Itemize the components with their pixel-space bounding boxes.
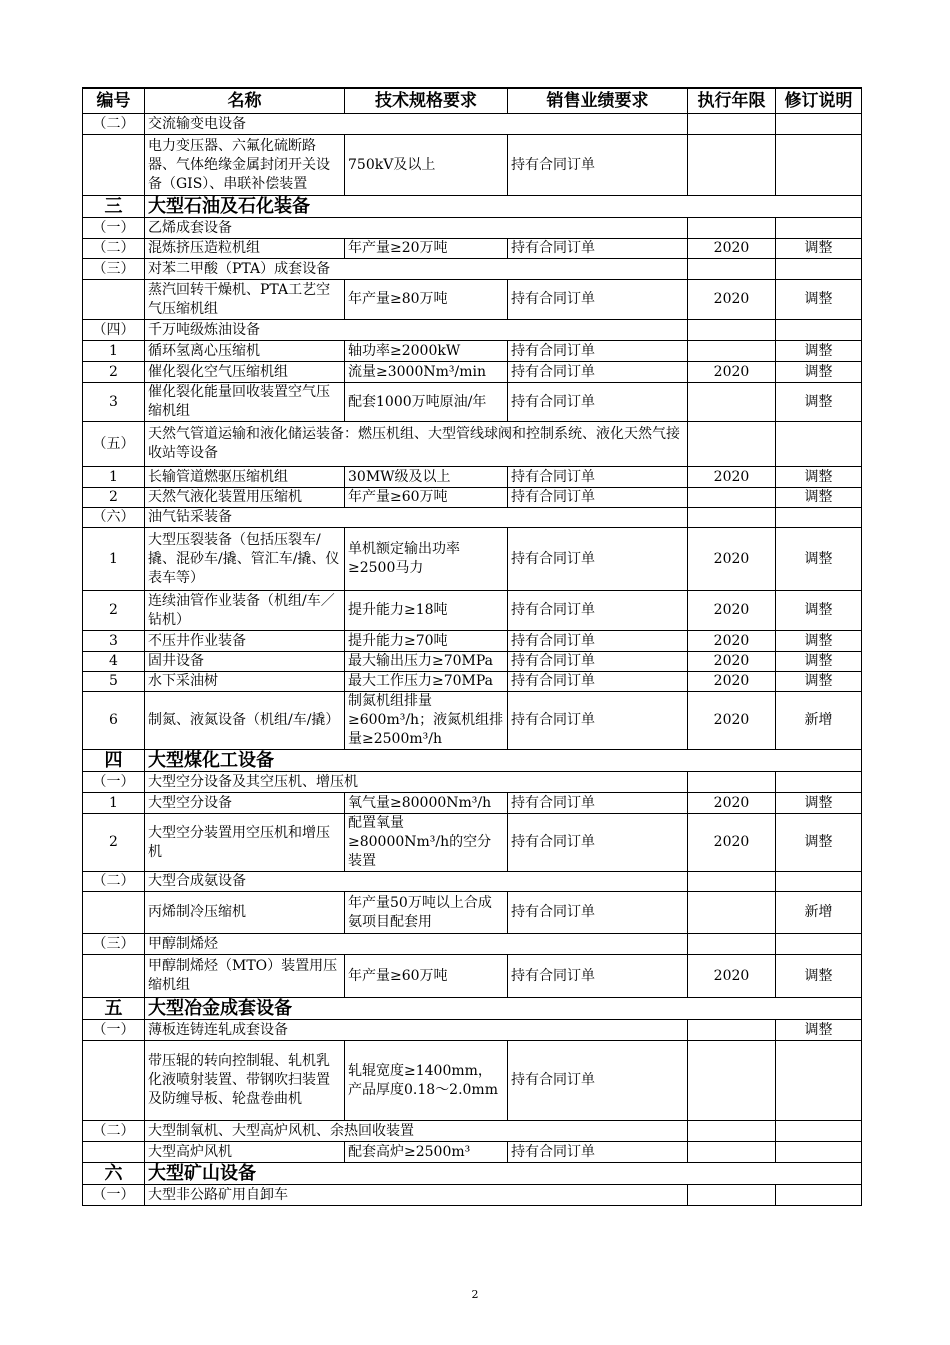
cell-sales: 持有合同订单	[508, 467, 688, 488]
cell-name: 大型非公路矿用自卸车	[145, 1185, 688, 1206]
cell-year	[688, 383, 776, 422]
cell-year: 2020	[688, 814, 776, 872]
cell-note: 调整	[776, 239, 862, 259]
cell-note: 新增	[776, 692, 862, 750]
cell-note: 调整	[776, 362, 862, 383]
cell-note: 调整	[776, 280, 862, 320]
cell-note	[776, 1185, 862, 1206]
cell-sales: 持有合同订单	[508, 793, 688, 814]
cell-spec: 提升能力≥18吨	[345, 591, 508, 631]
cell-spec: 年产量50万吨以上合成氨项目配套用	[345, 892, 508, 934]
subsection-row	[83, 1020, 862, 1041]
cell-sales: 持有合同订单	[508, 239, 688, 259]
cell-note: 调整	[776, 793, 862, 814]
cell-no	[83, 1142, 145, 1163]
cell-no: （一）	[83, 772, 145, 793]
cell-no	[83, 892, 145, 934]
cell-no: 2	[83, 362, 145, 383]
cell-sales: 持有合同订单	[508, 135, 688, 196]
cell-sales: 持有合同订单	[508, 652, 688, 672]
cell-spec: 配套1000万吨原油/年	[345, 383, 508, 422]
cell-year	[688, 872, 776, 892]
cell-spec: 配套高炉≥2500m³	[345, 1142, 508, 1163]
cell-year	[688, 1041, 776, 1121]
header-year: 执行年限	[688, 88, 776, 114]
cell-no: 1	[83, 528, 145, 591]
cell-name: 油气钻采装备	[145, 508, 688, 528]
cell-spec: 单机额定输出功率≥2500马力	[345, 528, 508, 591]
cell-note: 调整	[776, 467, 862, 488]
cell-year	[688, 218, 776, 239]
section-title: 大型煤化工设备	[145, 750, 862, 772]
cell-spec: 30MW级及以上	[345, 467, 508, 488]
cell-note	[776, 422, 862, 467]
subsection-row	[83, 320, 862, 341]
cell-name: 催化裂化空气压缩机组	[145, 362, 345, 383]
cell-name: 连续油管作业装备（机组/车／钻机）	[145, 591, 345, 631]
cell-note: 新增	[776, 892, 862, 934]
cell-year	[688, 320, 776, 341]
cell-no: 5	[83, 672, 145, 692]
cell-note: 调整	[776, 814, 862, 872]
cell-note	[776, 772, 862, 793]
table-row	[83, 672, 862, 692]
table-row	[83, 362, 862, 383]
table-row	[83, 1041, 862, 1121]
cell-note: 调整	[776, 652, 862, 672]
cell-spec: 氧气量≥80000Nm³/h	[345, 793, 508, 814]
subsection-row	[83, 259, 862, 280]
cell-name: 制氮、液氮设备（机组/车/撬）	[145, 692, 345, 750]
cell-year: 2020	[688, 672, 776, 692]
table-row	[83, 591, 862, 631]
cell-no: （三）	[83, 934, 145, 955]
cell-name: 不压井作业装备	[145, 631, 345, 652]
section-row	[83, 1163, 862, 1185]
cell-no: （三）	[83, 259, 145, 280]
page-number: 2	[471, 1288, 479, 1301]
cell-note	[776, 508, 862, 528]
cell-note: 调整	[776, 672, 862, 692]
cell-sales: 持有合同订单	[508, 1142, 688, 1163]
cell-year	[688, 1121, 776, 1142]
cell-name: 水下采油树	[145, 672, 345, 692]
subsection-row	[83, 934, 862, 955]
section-number: 四	[83, 750, 145, 772]
cell-spec: 最大工作压力≥70MPa	[345, 672, 508, 692]
cell-no: （一）	[83, 1020, 145, 1041]
cell-year	[688, 135, 776, 196]
section-title: 大型冶金成套设备	[145, 998, 862, 1020]
cell-sales: 持有合同订单	[508, 672, 688, 692]
cell-year: 2020	[688, 591, 776, 631]
cell-spec: 轧辊宽度≥1400mm，产品厚度0.18～2.0mm	[345, 1041, 508, 1121]
cell-note	[776, 135, 862, 196]
cell-year	[688, 259, 776, 280]
cell-name: 乙烯成套设备	[145, 218, 688, 239]
header-sales: 销售业绩要求	[508, 88, 688, 114]
cell-no: （二）	[83, 872, 145, 892]
cell-note: 调整	[776, 341, 862, 362]
cell-spec: 750kV及以上	[345, 135, 508, 196]
cell-name: 催化裂化能量回收装置空气压缩机组	[145, 383, 345, 422]
subsection-row	[83, 508, 862, 528]
cell-spec: 配置氧量≥80000Nm³/h的空分装置	[345, 814, 508, 872]
cell-name: 天然气液化装置用压缩机	[145, 488, 345, 508]
subsection-row	[83, 772, 862, 793]
cell-name: 蒸汽回转干燥机、PTA工艺空气压缩机组	[145, 280, 345, 320]
cell-name: 大型高炉风机	[145, 1142, 345, 1163]
cell-no: （二）	[83, 239, 145, 259]
cell-sales: 持有合同订单	[508, 631, 688, 652]
header-spec: 技术规格要求	[345, 88, 508, 114]
cell-no: 1	[83, 793, 145, 814]
table-row	[83, 692, 862, 750]
cell-note	[776, 218, 862, 239]
section-number: 三	[83, 196, 145, 218]
cell-year: 2020	[688, 793, 776, 814]
cell-note: 调整	[776, 383, 862, 422]
cell-name: 带压辊的转向控制辊、轧机乳化液喷射装置、带钢吹扫装置及防缠导板、轮盘卷曲机	[145, 1041, 345, 1121]
cell-spec: 年产量≥80万吨	[345, 280, 508, 320]
table-row	[83, 135, 862, 196]
cell-year	[688, 114, 776, 135]
cell-note: 调整	[776, 591, 862, 631]
cell-year	[688, 422, 776, 467]
cell-spec: 制氮机组排量≥600m³/h；液氮机组排量≥2500m³/h	[345, 692, 508, 750]
cell-no	[83, 955, 145, 998]
table-row	[83, 341, 862, 362]
cell-no: （五）	[83, 422, 145, 467]
table-row	[83, 280, 862, 320]
cell-year	[688, 488, 776, 508]
cell-name: 循环氢离心压缩机	[145, 341, 345, 362]
cell-name: 大型空分设备及其空压机、增压机	[145, 772, 688, 793]
cell-sales: 持有合同订单	[508, 1041, 688, 1121]
cell-sales: 持有合同订单	[508, 280, 688, 320]
cell-sales: 持有合同订单	[508, 383, 688, 422]
cell-name: 大型合成氨设备	[145, 872, 688, 892]
cell-name: 天然气管道运输和液化储运装备：燃压机组、大型管线球阀和控制系统、液化天然气接收站等设备	[145, 422, 688, 467]
cell-sales: 持有合同订单	[508, 892, 688, 934]
cell-note: 调整	[776, 631, 862, 652]
cell-name: 混炼挤压造粒机组	[145, 239, 345, 259]
cell-name: 大型空分装置用空压机和增压机	[145, 814, 345, 872]
cell-no	[83, 135, 145, 196]
cell-spec: 最大输出压力≥70MPa	[345, 652, 508, 672]
cell-name: 千万吨级炼油设备	[145, 320, 688, 341]
cell-name: 丙烯制冷压缩机	[145, 892, 345, 934]
cell-no: 1	[83, 341, 145, 362]
cell-sales: 持有合同订单	[508, 591, 688, 631]
cell-year	[688, 892, 776, 934]
cell-note	[776, 1041, 862, 1121]
cell-note	[776, 320, 862, 341]
cell-year	[688, 934, 776, 955]
cell-year	[688, 772, 776, 793]
table-row	[83, 814, 862, 872]
table-row	[83, 528, 862, 591]
subsection-row	[83, 1121, 862, 1142]
cell-name: 大型压裂装备（包括压裂车/撬、混砂车/撬、管汇车/撬、仪表车等）	[145, 528, 345, 591]
cell-name: 对苯二甲酸（PTA）成套设备	[145, 259, 688, 280]
section-title: 大型矿山设备	[145, 1163, 862, 1185]
subsection-row	[83, 872, 862, 892]
cell-name: 薄板连铸连轧成套设备	[145, 1020, 688, 1041]
cell-no: 4	[83, 652, 145, 672]
cell-spec: 年产量≥20万吨	[345, 239, 508, 259]
cell-year: 2020	[688, 362, 776, 383]
cell-year: 2020	[688, 652, 776, 672]
cell-year	[688, 1020, 776, 1041]
cell-sales: 持有合同订单	[508, 362, 688, 383]
spec-table	[82, 87, 862, 1206]
table-header-row	[83, 88, 862, 114]
cell-note	[776, 259, 862, 280]
table-row	[83, 955, 862, 998]
table-row	[83, 239, 862, 259]
table-row	[83, 793, 862, 814]
subsection-row	[83, 422, 862, 467]
cell-name: 长输管道燃驱压缩机组	[145, 467, 345, 488]
cell-year: 2020	[688, 467, 776, 488]
cell-name: 甲醇制烯烃（MTO）装置用压缩机组	[145, 955, 345, 998]
cell-year: 2020	[688, 280, 776, 320]
section-title: 大型石油及石化装备	[145, 196, 862, 218]
cell-no: 2	[83, 591, 145, 631]
cell-year: 2020	[688, 955, 776, 998]
cell-year	[688, 1185, 776, 1206]
table-row	[83, 1142, 862, 1163]
cell-no	[83, 1041, 145, 1121]
cell-sales: 持有合同订单	[508, 528, 688, 591]
subsection-row	[83, 114, 862, 135]
cell-note: 调整	[776, 1020, 862, 1041]
cell-no: 3	[83, 383, 145, 422]
table-row	[83, 892, 862, 934]
cell-sales: 持有合同订单	[508, 692, 688, 750]
table-row	[83, 488, 862, 508]
section-row	[83, 196, 862, 218]
header-note: 修订说明	[776, 88, 862, 114]
header-name: 名称	[145, 88, 345, 114]
cell-sales: 持有合同订单	[508, 341, 688, 362]
cell-sales: 持有合同订单	[508, 814, 688, 872]
cell-name: 大型制氧机、大型高炉风机、余热回收装置	[145, 1121, 688, 1142]
cell-no: （二）	[83, 1121, 145, 1142]
subsection-row	[83, 1185, 862, 1206]
cell-name: 大型空分设备	[145, 793, 345, 814]
cell-note: 调整	[776, 528, 862, 591]
cell-note	[776, 872, 862, 892]
cell-year	[688, 341, 776, 362]
cell-name: 甲醇制烯烃	[145, 934, 688, 955]
cell-year	[688, 1142, 776, 1163]
cell-note	[776, 934, 862, 955]
cell-no: （二）	[83, 114, 145, 135]
cell-year: 2020	[688, 692, 776, 750]
cell-year: 2020	[688, 528, 776, 591]
section-row	[83, 998, 862, 1020]
table-row	[83, 652, 862, 672]
cell-spec: 轴功率≥2000kW	[345, 341, 508, 362]
cell-spec: 年产量≥60万吨	[345, 955, 508, 998]
cell-note: 调整	[776, 955, 862, 998]
cell-name: 交流输变电设备	[145, 114, 688, 135]
table-row	[83, 631, 862, 652]
cell-name: 固井设备	[145, 652, 345, 672]
cell-year	[688, 508, 776, 528]
header-no: 编号	[83, 88, 145, 114]
section-row	[83, 750, 862, 772]
cell-no: 6	[83, 692, 145, 750]
subsection-row	[83, 218, 862, 239]
cell-year: 2020	[688, 631, 776, 652]
cell-no: （一）	[83, 218, 145, 239]
cell-sales: 持有合同订单	[508, 488, 688, 508]
cell-name: 电力变压器、六氟化硫断路器、气体绝缘金属封闭开关设备（GIS）、串联补偿装置	[145, 135, 345, 196]
cell-spec: 流量≥3000Nm³/min	[345, 362, 508, 383]
cell-no	[83, 280, 145, 320]
cell-no: 2	[83, 488, 145, 508]
cell-sales: 持有合同订单	[508, 955, 688, 998]
cell-spec: 提升能力≥70吨	[345, 631, 508, 652]
cell-note	[776, 114, 862, 135]
cell-no: （六）	[83, 508, 145, 528]
table-row	[83, 383, 862, 422]
cell-note	[776, 1121, 862, 1142]
section-number: 五	[83, 998, 145, 1020]
section-number: 六	[83, 1163, 145, 1185]
cell-no: （一）	[83, 1185, 145, 1206]
cell-no: 2	[83, 814, 145, 872]
cell-no: 3	[83, 631, 145, 652]
cell-note	[776, 1142, 862, 1163]
cell-no: 1	[83, 467, 145, 488]
cell-year: 2020	[688, 239, 776, 259]
table-body	[83, 114, 862, 1206]
cell-spec: 年产量≥60万吨	[345, 488, 508, 508]
table-row	[83, 467, 862, 488]
cell-note: 调整	[776, 488, 862, 508]
cell-no: （四）	[83, 320, 145, 341]
